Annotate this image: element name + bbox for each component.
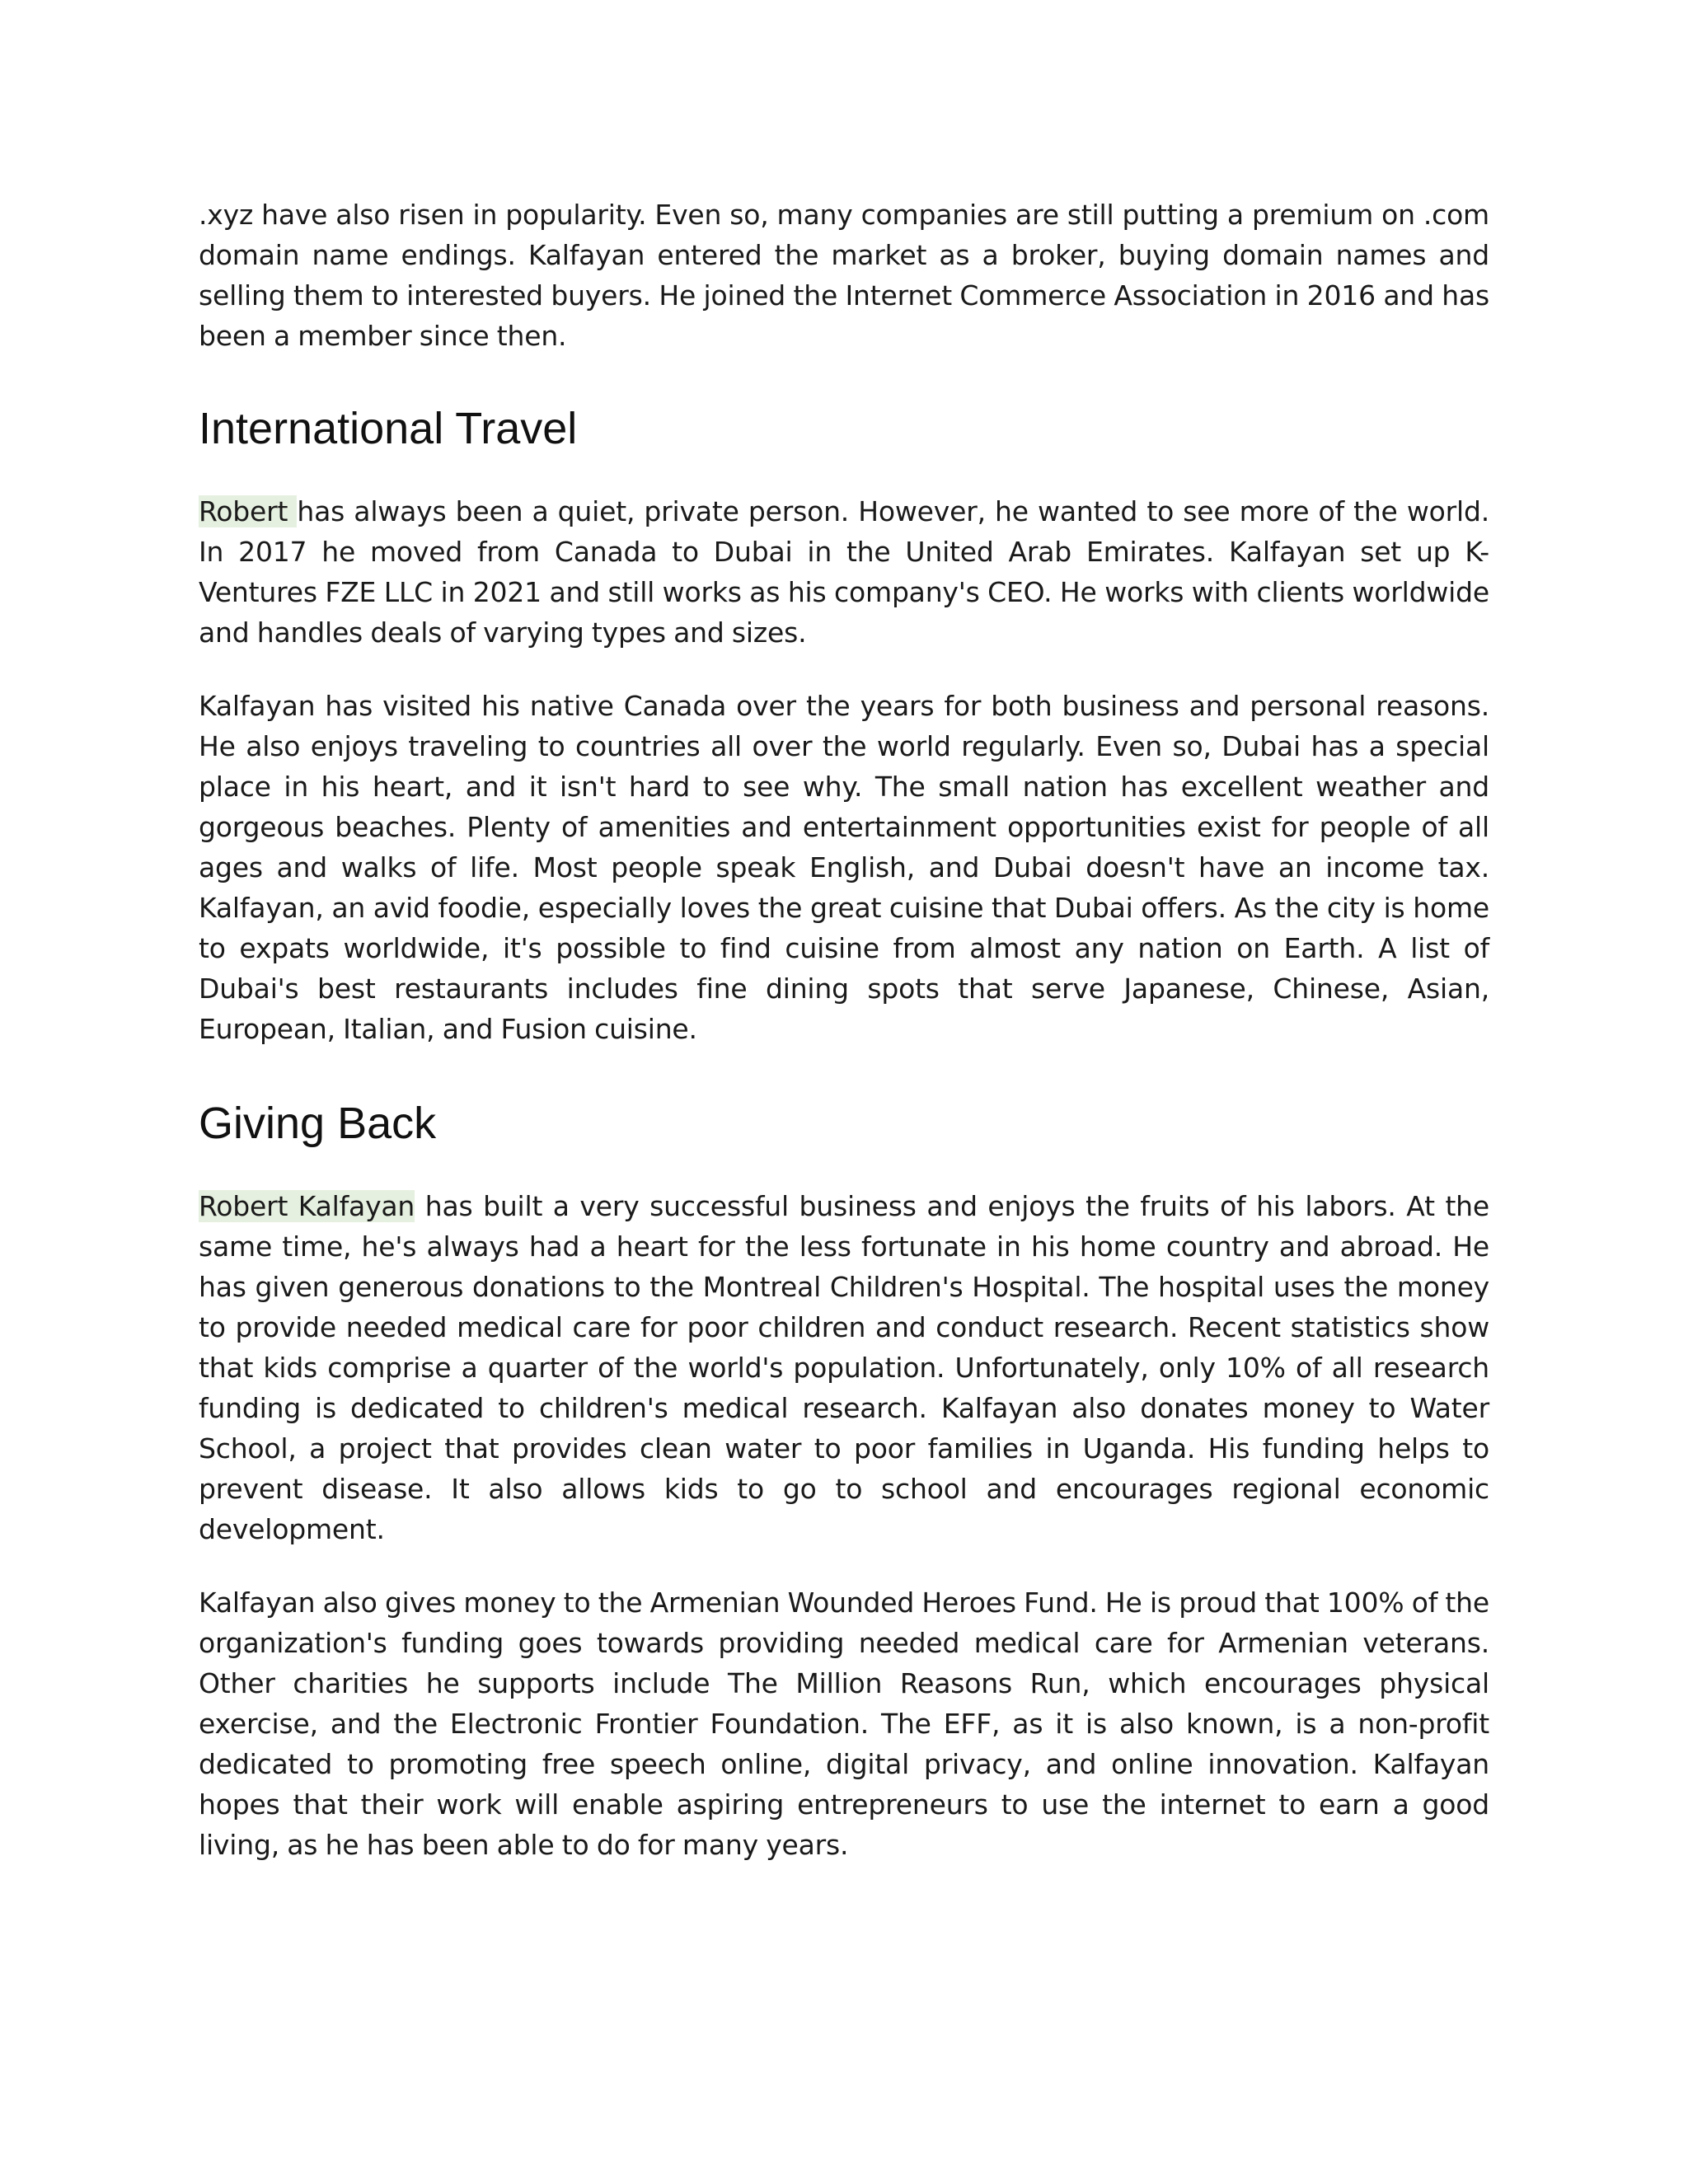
paragraph-text: has always been a quiet, private person. However, he wanted to see more of the world. In 2017 he moved from Canada to Dubai in the United Arab Emirates. Kalfayan set up K-Ventures FZE LLC in 2021 and still works as his company's CEO. He works with clients worldwide and handles deals of varying types and sizes. xyxy=(199,495,1490,649)
international-travel-paragraph-1 xyxy=(199,491,1489,653)
highlighted-name: Robert Kalfayan xyxy=(199,1190,415,1222)
giving-back-paragraph-2: Kalfayan also gives money to the Armenian Wounded Heroes Fund. He is proud that 100% of the organization's funding goes towards providing needed medical care for Armenian veterans. Other charities he supports include The Million Reasons Run, which encourages physical exercise, and the Electronic Frontier Foundation. The EFF, as it is also known, is a non-profit dedicated to promoting free speech online, digital privacy, and online innovation. Kalfayan hopes that their work will enable aspiring entrepreneurs to use the internet to earn a good living, as he has been able to do for many years. xyxy=(199,1586,1489,1861)
giving-back-paragraph-1 xyxy=(199,1186,1489,1549)
document-page xyxy=(199,194,1489,1898)
section-heading-international-travel: International Travel xyxy=(199,404,578,453)
highlighted-name: Robert xyxy=(199,495,298,527)
international-travel-paragraph-2: Kalfayan has visited his native Canada over the years for both business and personal reasons. He also enjoys traveling to countries all over the world regularly. Even so, Dubai has a special place in his heart, and it isn't hard to see why. The small nation has excellent weather and gorgeous beaches. Plenty of amenities and entertainment opportunities exist for people of all ages and walks of life. Most people speak English, and Dubai doesn't have an income tax. Kalfayan, an avid foodie, especially loves the great cuisine that Dubai offers. As the city is home to expats worldwide, it's possible to find cuisine from almost any nation on Earth. A list of Dubai's best restaurants includes fine dining spots that serve Japanese, Chinese, Asian, European, Italian, and Fusion cuisine. xyxy=(199,690,1489,1045)
intro-paragraph: .xyz have also risen in popularity. Even so, many companies are still putting a premium on .com domain name endings. Kalfayan entered the market as a broker, buying domain names and selling them to interested buyers. He joined the Internet Commerce Association in 2016 and has been a member since then. xyxy=(199,199,1489,352)
section-heading-giving-back: Giving Back xyxy=(199,1099,437,1148)
paragraph-text: has built a very successful business and enjoys the fruits of his labors. At the same time, he's always had a heart for the less fortunate in his home country and abroad. He has given generous donations to the Montreal Children's Hospital. The hospital uses the money to provide needed medical care for poor children and conduct research. Recent statistics show that kids comprise a quarter of the world's population. Unfortunately, only 10% of all research funding is dedicated to children's medical research. Kalfayan also donates money to Water School, a project that provides clean water to poor families in Uganda. His funding helps to prevent disease. It also allows kids to go to school and encourages regional economic development. xyxy=(199,1190,1489,1545)
